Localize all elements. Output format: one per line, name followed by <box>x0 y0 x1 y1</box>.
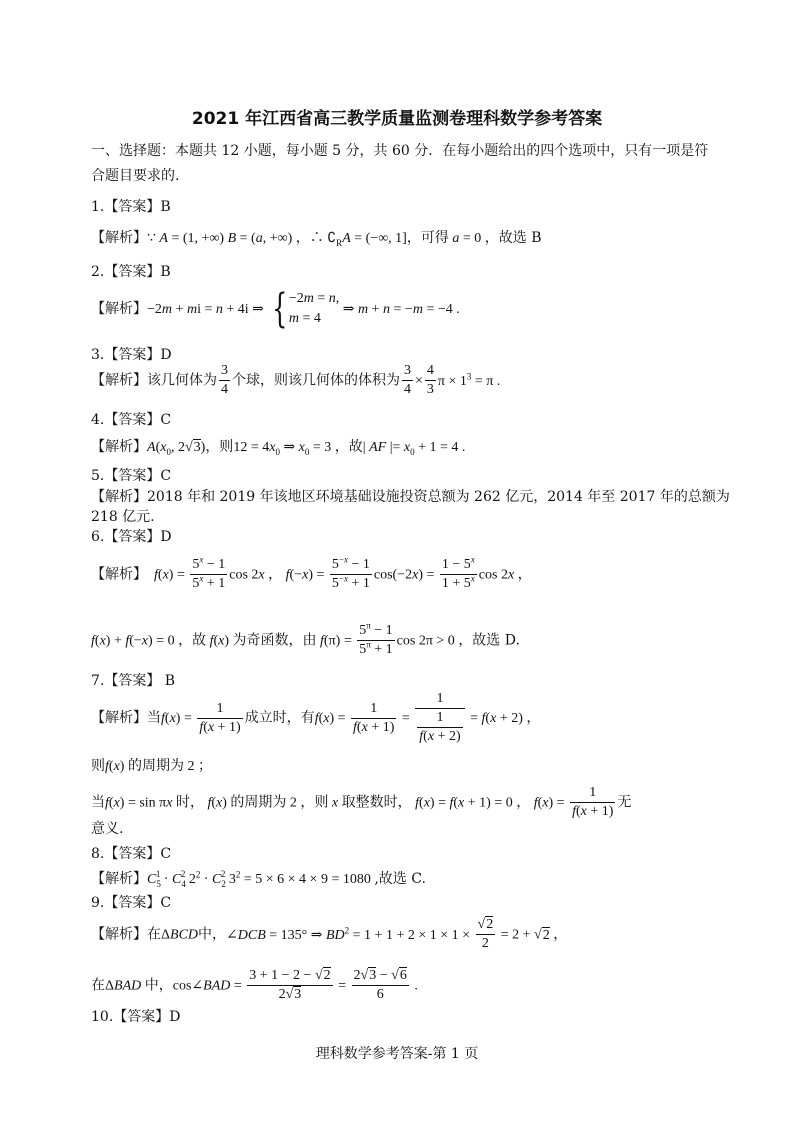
q1-answer: 1.【答案】B <box>91 199 171 215</box>
q9-analysis-line1: 【解析】在ΔBCD中，∠DCB = 135° ⇒ $BD^2 = 1 + 1 + 2 \times 1 \times 1$ × $\frac{√2}{2}$ = 2 + √2 ， <box>91 917 568 951</box>
q4-answer: 4.【答案】C <box>91 412 172 428</box>
q7-analysis-line1: 【解析】当f(x) = $\frac{1}{f(x + 1)}$ 成立时，有f(x) = $\frac{1}{f(x + 1)}$ = $\frac{1}{\frac{1}{f(x + 2)}}$ = f(x + 2) ， <box>91 691 541 744</box>
q2-answer: 2.【答案】B <box>91 264 171 280</box>
q7-analysis-line2: 则f(x) 的周期为 2 ； <box>91 758 212 774</box>
q1-analysis: 【解析】∵ A = (1, +∞) B = (a, +∞) ，∴ $∁_RA$ = (−∞, 1]，可得 a = 0 ，故选 B <box>91 230 542 248</box>
q4-analysis: 【解析】$A(x_0$, 2√3)，则$12 = 4x_0$ ⇒ $x_0 = 3$ ，故| AF |= $x_0 + 1 = 4$ . <box>91 439 466 457</box>
q8-answer: 8.【答案】C <box>91 846 172 862</box>
q8-analysis: 【解析】$C_5^1 \cdot C_4^2$ $2^2 \cdot C_2^2$ $3^2 = 5 \times 6 \times 4 \times 9 = 1080$ ,故选 C. <box>91 869 426 889</box>
q5-answer: 5.【答案】C <box>91 468 172 484</box>
q10-answer: 10.【答案】D <box>91 1009 181 1025</box>
q5-analysis-line1: 【解析】2018 年和 2019 年该地区环境基础设施投资总额为 262 亿元，2014 年至 2017 年的总额为 <box>91 489 730 505</box>
q2-analysis: 【解析】−2m + mi = n + 4i ⇒ { −2m = n, m = 4 ⇒ m + n = −m = −4 . <box>91 286 460 332</box>
q7-analysis-line3: 当f(x) = sin πx 时， f(x) 的周期为 2 ，则 x 取整数时， f(x) = f(x + 1) = 0 ， f(x) = $\frac{1}{f(x + 1)}$ 无 <box>91 785 632 819</box>
q9-analysis-line2: 在ΔBAD 中，cos∠BAD = $\frac{3 + 1 - 2 - √2}{2√3}$ = $\frac{2√3 - √6}{6}$ . <box>91 968 418 1002</box>
page-title: 2021 年江西省高三教学质量监测卷理科数学参考答案 <box>191 109 603 129</box>
q7-answer: 7.【答案】 B <box>91 673 176 689</box>
page-footer: 理科数学参考答案-第 1 页 <box>315 1046 479 1062</box>
q6-answer: 6.【答案】D <box>91 529 172 545</box>
q6-analysis-line2: f(x) + f(−x) = 0 ，故 f(x) 为奇函数，由 f(π) = $\frac{5^\pi - 1}{5^\pi + 1}$ cos 2π > 0 ，故选 D. <box>91 620 520 657</box>
q5-analysis-line2: 218 亿元. <box>91 509 155 525</box>
section-intro-line2: 合题目要求的. <box>91 168 180 184</box>
q7-analysis-line4: 意义. <box>91 821 124 837</box>
section-intro-line1: 一、选择题：本题共 12 小题，每小题 5 分，共 60 分．在每小题给出的四个选项中，只有一项是符 <box>91 143 709 159</box>
q3-answer: 3.【答案】D <box>91 347 172 363</box>
q6-analysis-line1: 【解析】 f(x) = $\frac{5^x - 1}{5^x + 1}$ cos 2x ， f(−x) = $\frac{5^{-x} - 1}{5^{-x} + 1}$ cos(−2x) = $\frac{1 - 5^x}{1 + 5^x}$ cos 2x ， <box>91 554 532 591</box>
q9-answer: 9.【答案】C <box>91 895 172 911</box>
q3-analysis: 【解析】该几何体为 $\frac{3}{4}$ 个球，则该几何体的体积为 $\frac{3}{4}$ × $\frac{4}{3}$ $\pi \times 1^3 = \pi$ . <box>91 363 501 397</box>
